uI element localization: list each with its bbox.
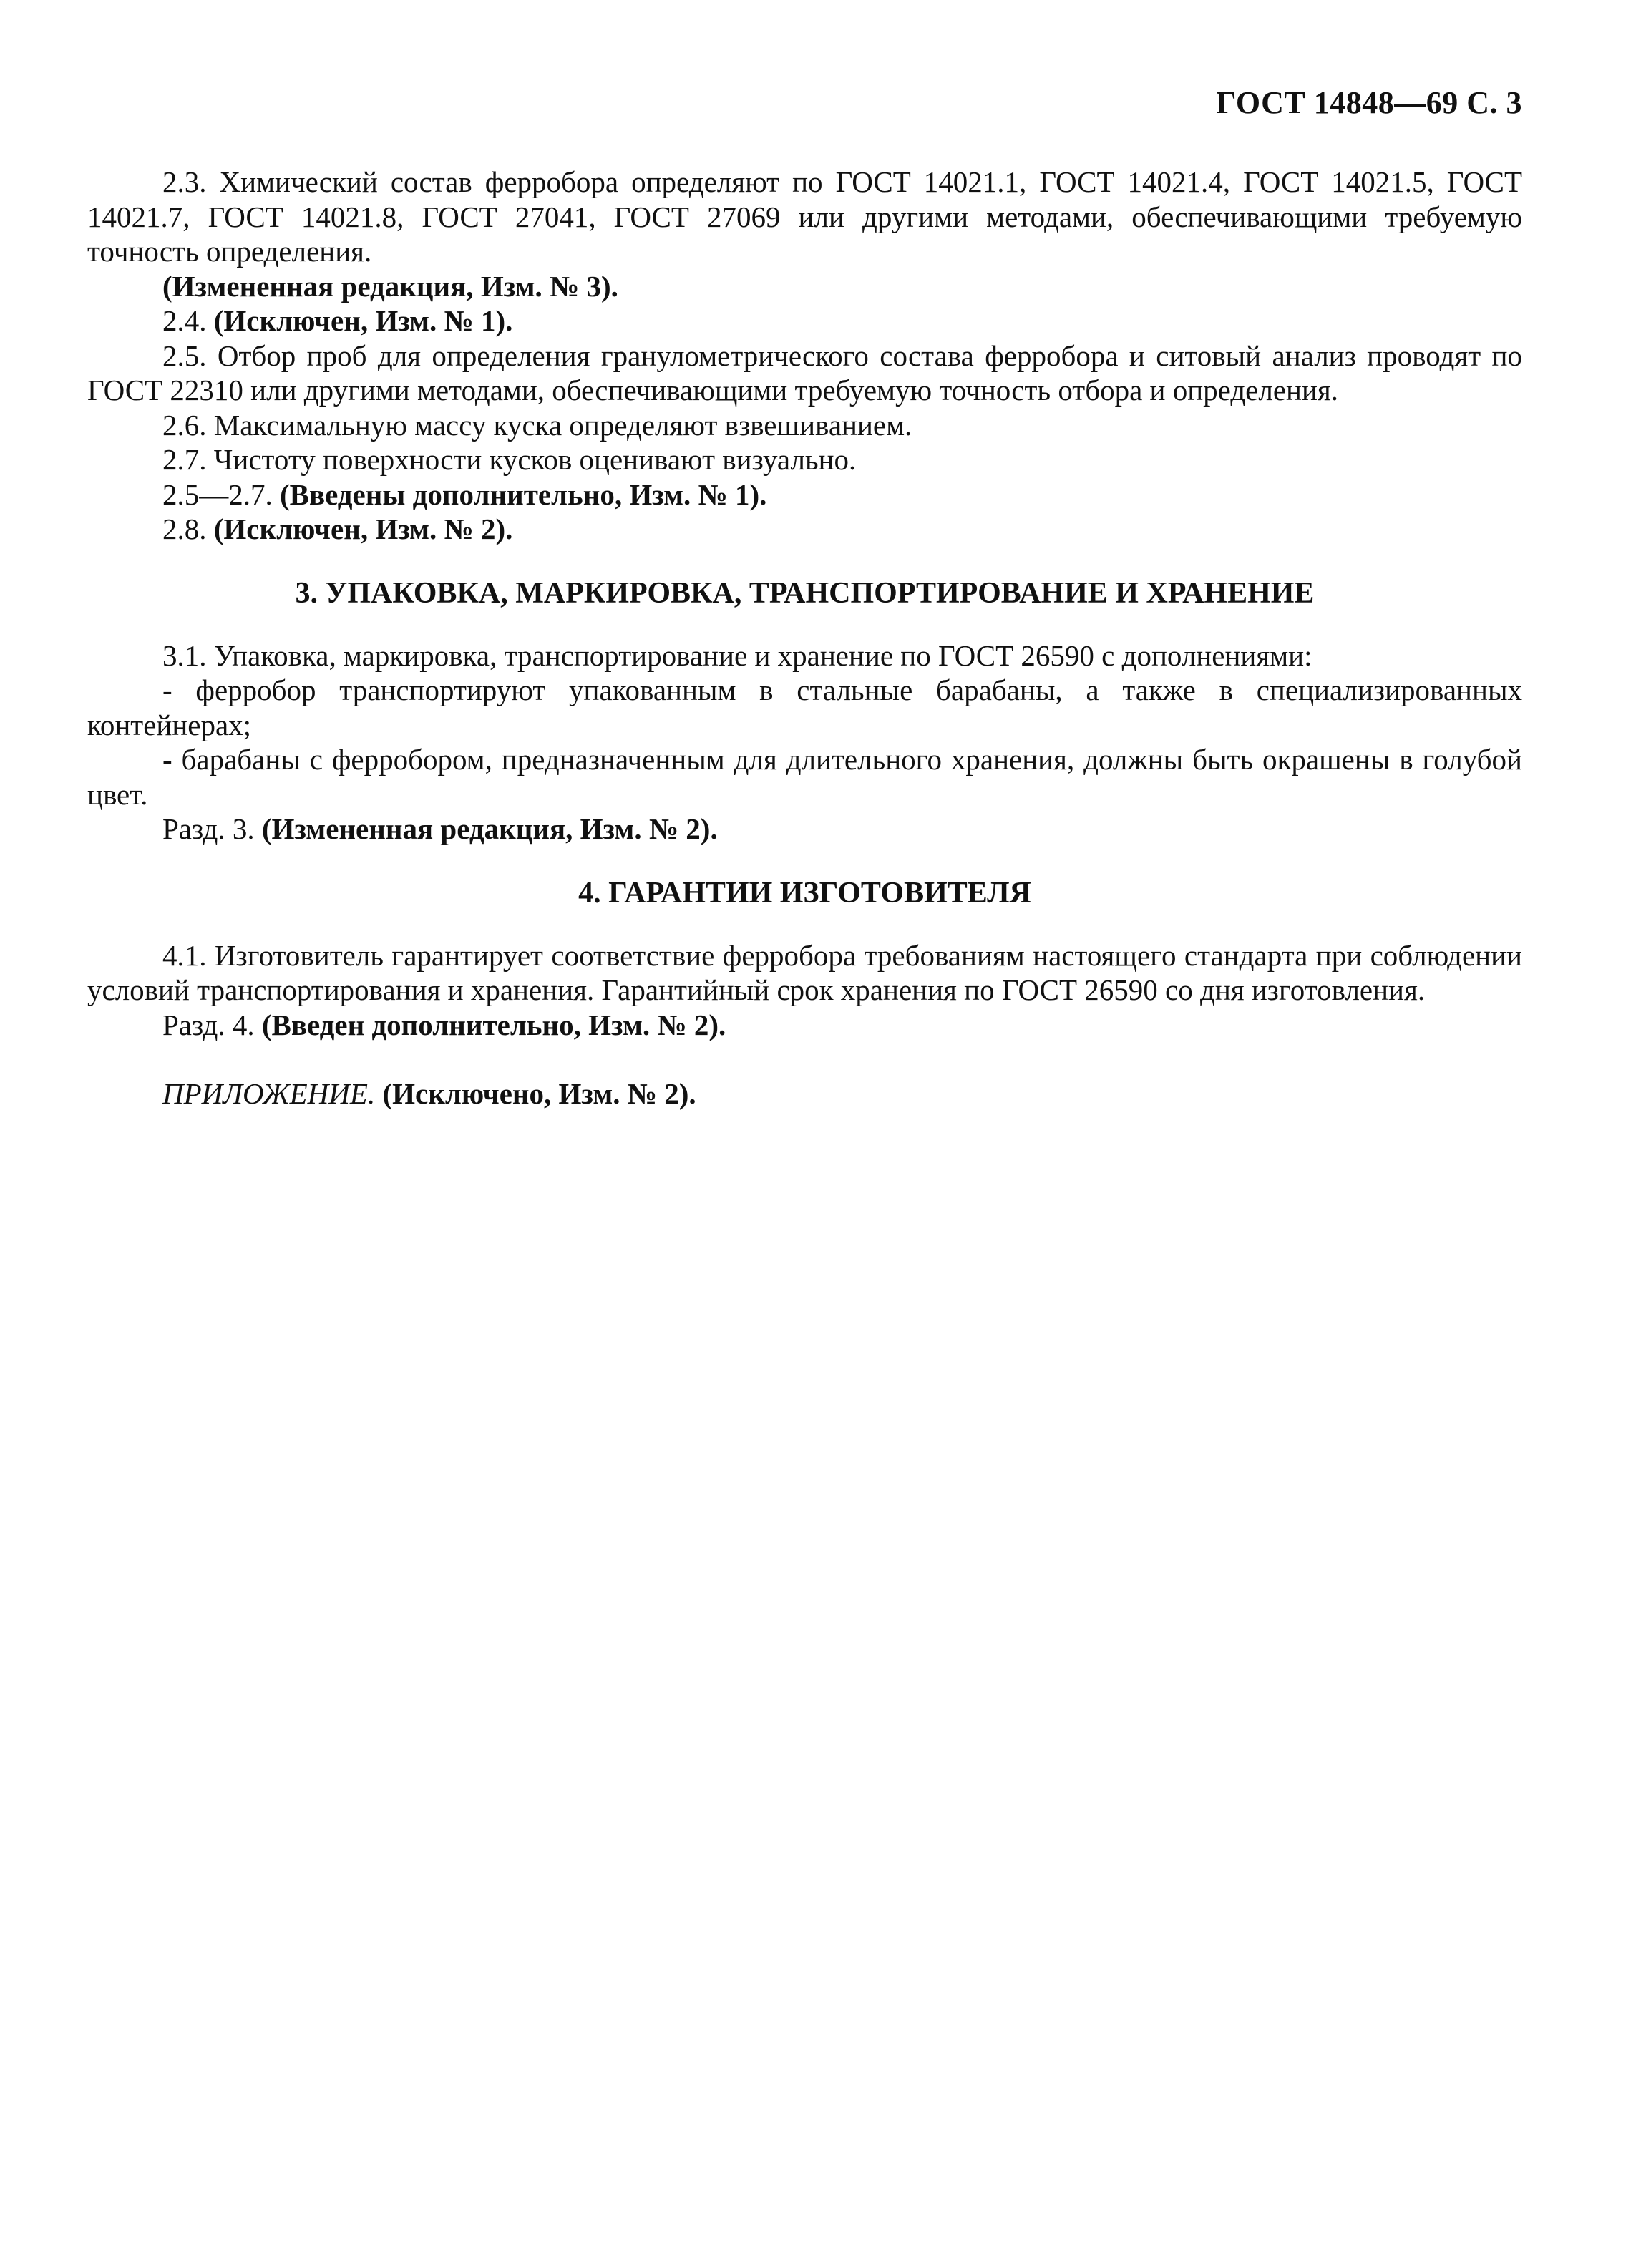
- bullet-item: - ферробор транспортируют упакованным в стальные барабаны, а также в специализированных контейнерах;: [87, 673, 1522, 741]
- amendment-note: (Исключен, Изм. № 2).: [213, 512, 513, 545]
- paragraph-2-3-note: [87, 269, 1522, 304]
- amendment-note: (Введен дополнительно, Изм. № 2).: [261, 1008, 726, 1041]
- clause-number: 2.7.: [162, 443, 207, 476]
- clause-number: 2.5.: [162, 339, 207, 372]
- paragraph-4-1: [87, 938, 1522, 1008]
- clause-number: 2.4.: [162, 304, 207, 337]
- amendment-note: (Измененная редакция, Изм. № 2).: [261, 812, 718, 845]
- amendment-note: (Измененная редакция, Изм. № 3).: [162, 269, 618, 303]
- clause-text: Чистоту поверхности кусков оценивают визуально.: [213, 443, 857, 476]
- clause-number: 2.3.: [162, 165, 207, 198]
- clause-number: 2.8.: [162, 512, 207, 545]
- section-3-heading: 3. УПАКОВКА, МАРКИРОВКА, ТРАНСПОРТИРОВАНИЕ И ХРАНЕНИЕ: [295, 576, 1315, 610]
- paragraph-2-8: [87, 512, 1522, 547]
- amendment-note: (Исключено, Изм. № 2).: [382, 1077, 696, 1110]
- clause-text: Отбор проб для определения гранулометрического состава ферробора и ситовый анализ проводят по ГОСТ 22310 или другими методами, обеспечивающими требуемую точность отбора и определения.: [87, 339, 1522, 407]
- note-prefix: Разд. 3.: [162, 812, 255, 845]
- section-4-heading: 4. ГАРАНТИИ ИЗГОТОВИТЕЛЯ: [578, 876, 1031, 910]
- paragraph-2-4: [87, 303, 1522, 339]
- paragraph-3-1: [87, 638, 1522, 673]
- page-header: ГОСТ 14848—69 С. 3: [1216, 85, 1522, 120]
- clause-number: 2.5—2.7.: [162, 477, 273, 511]
- paragraph-2-6: [87, 408, 1522, 443]
- clause-text: Химический состав ферробора определяют по ГОСТ 14021.1, ГОСТ 14021.4, ГОСТ 14021.5, ГОСТ 14021.7, ГОСТ 14021.8, ГОСТ 27041, ГОСТ 27069 или другими методами, обеспечивающими требуемую точность определения.: [87, 165, 1522, 268]
- clause-text: Изготовитель гарантирует соответствие ферробора требованиям настоящего стандарта при соблюдении условий транспортирования и хранения. Гарантийный срок хранения по ГОСТ 26590 со дня изготовления.: [87, 938, 1523, 1006]
- bullet-item: - барабаны с ферробором, предназначенным для длительного хранения, должны быть окрашены в голубой цвет.: [87, 743, 1522, 811]
- section-4-note: [87, 1008, 1522, 1043]
- paragraph-2-5: [87, 339, 1522, 408]
- clause-text: Максимальную массу куска определяют взвешиванием.: [213, 408, 912, 442]
- paragraph-2-5-2-7-note: [87, 477, 1522, 512]
- note-prefix: Разд. 4.: [162, 1008, 255, 1041]
- clause-text: Упаковка, маркировка, транспортирование и хранение по ГОСТ 26590 с дополнениями:: [213, 638, 1312, 672]
- paragraph-2-7: [87, 442, 1522, 477]
- appendix-note: [87, 1076, 1522, 1111]
- amendment-note: (Исключен, Изм. № 1).: [213, 304, 513, 337]
- clause-number: 4.1.: [162, 938, 207, 972]
- amendment-note: (Введены дополнительно, Изм. № 1).: [280, 477, 767, 511]
- clause-number: 3.1.: [162, 638, 207, 672]
- document-body: [87, 165, 1522, 1111]
- paragraph-2-3: [87, 165, 1522, 269]
- section-3-note: [87, 812, 1522, 847]
- spacer: [87, 1042, 1522, 1076]
- clause-number: 2.6.: [162, 408, 207, 442]
- appendix-label: ПРИЛОЖЕНИЕ.: [162, 1077, 376, 1110]
